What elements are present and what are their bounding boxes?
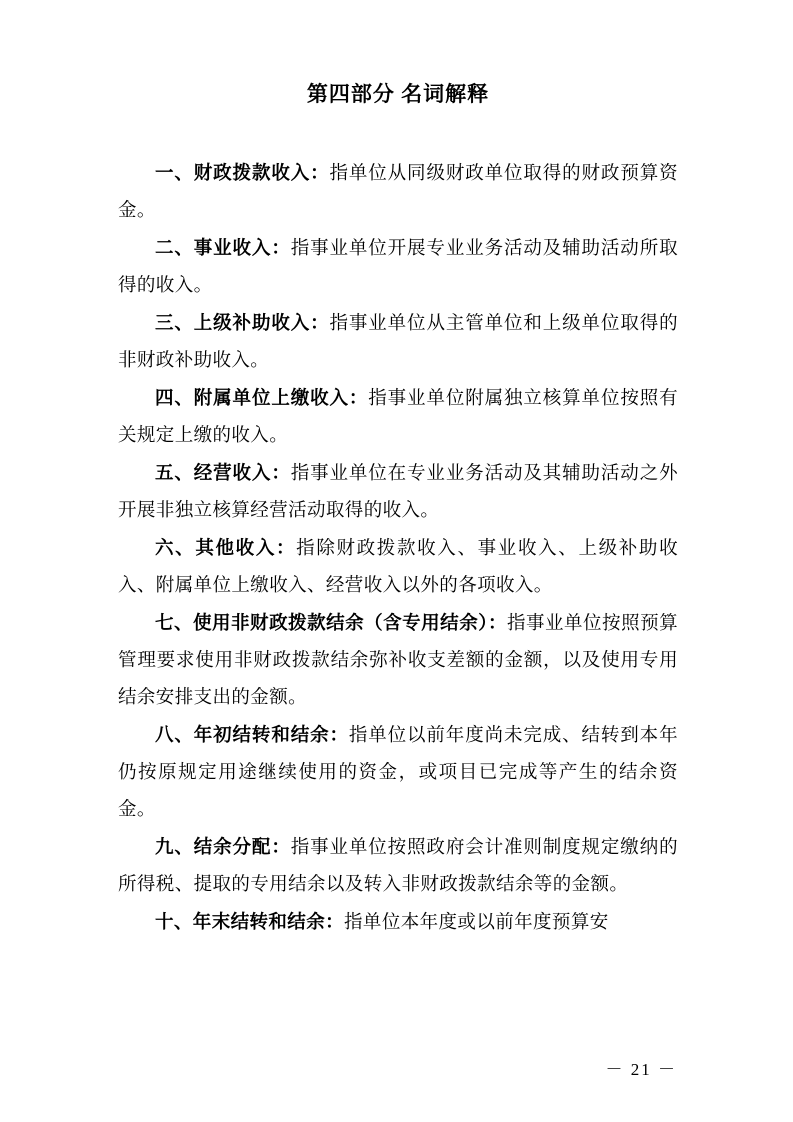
paragraph (118, 606, 678, 717)
paragraph-text: 指事业单位附属独立核算单位按照有关规定上缴的收入。 (118, 389, 679, 446)
paragraph-term: 五、经营收入： (155, 464, 291, 484)
paragraph-text: 指单位以前年度尚未完成、结转到本年仍按原规定用途继续使用的资金，或项目已完成等产生的结余资金。 (118, 726, 678, 820)
paragraph (118, 306, 678, 380)
page-number: － 21 － (605, 1060, 677, 1079)
paragraph-term: 二、事业收入： (155, 239, 291, 259)
paragraph-term: 四、附属单位上缴收入： (155, 389, 369, 409)
paragraph-term: 九、结余分配： (155, 838, 291, 858)
page-title: 第四部分 名词解释 (306, 82, 490, 106)
paragraph (118, 156, 678, 230)
paragraph-text: 指事业单位从主管单位和上级单位取得的非财政补助收入。 (118, 314, 678, 371)
paragraph-term: 一、财政拨款收入： (155, 164, 330, 184)
paragraph-term: 八、年初结转和结余： (155, 726, 349, 746)
paragraph-text: 指事业单位按照预算管理要求使用非财政拨款结余弥补收支差额的金额，以及使用专用结余安排支出的金额。 (118, 614, 678, 708)
paragraph-text: 指事业单位在专业业务活动及其辅助活动之外开展非独立核算经营活动取得的收入。 (118, 464, 678, 521)
paragraph (118, 231, 678, 305)
paragraph-term: 六、其他收入： (155, 539, 297, 559)
paragraph (118, 905, 678, 942)
paragraph-text: 指除财政拨款收入、事业收入、上级补助收入、附属单位上缴收入、经营收入以外的各项收入。 (118, 539, 678, 596)
paragraph-term: 三、上级补助收入： (155, 314, 330, 334)
paragraph-text: 指事业单位按照政府会计准则制度规定缴纳的所得税、提取的专用结余以及转入非财政拨款结余等的金额。 (118, 838, 678, 895)
paragraph (118, 718, 678, 829)
paragraph (118, 830, 678, 904)
paragraph-text: 指单位从同级财政单位取得的财政预算资金。 (118, 164, 678, 221)
paragraph-text: 指事业单位开展专业业务活动及辅助活动所取得的收入。 (118, 239, 678, 296)
paragraph-text: 指单位本年度或以前年度预算安 (344, 913, 609, 933)
paragraph (118, 531, 678, 605)
paragraph (118, 456, 678, 530)
paragraph (118, 381, 678, 455)
paragraph-term: 十、年末结转和结余： (155, 913, 345, 933)
document-body (118, 78, 678, 943)
paragraph-term: 七、使用非财政拨款结余（含专用结余）： (155, 614, 507, 634)
